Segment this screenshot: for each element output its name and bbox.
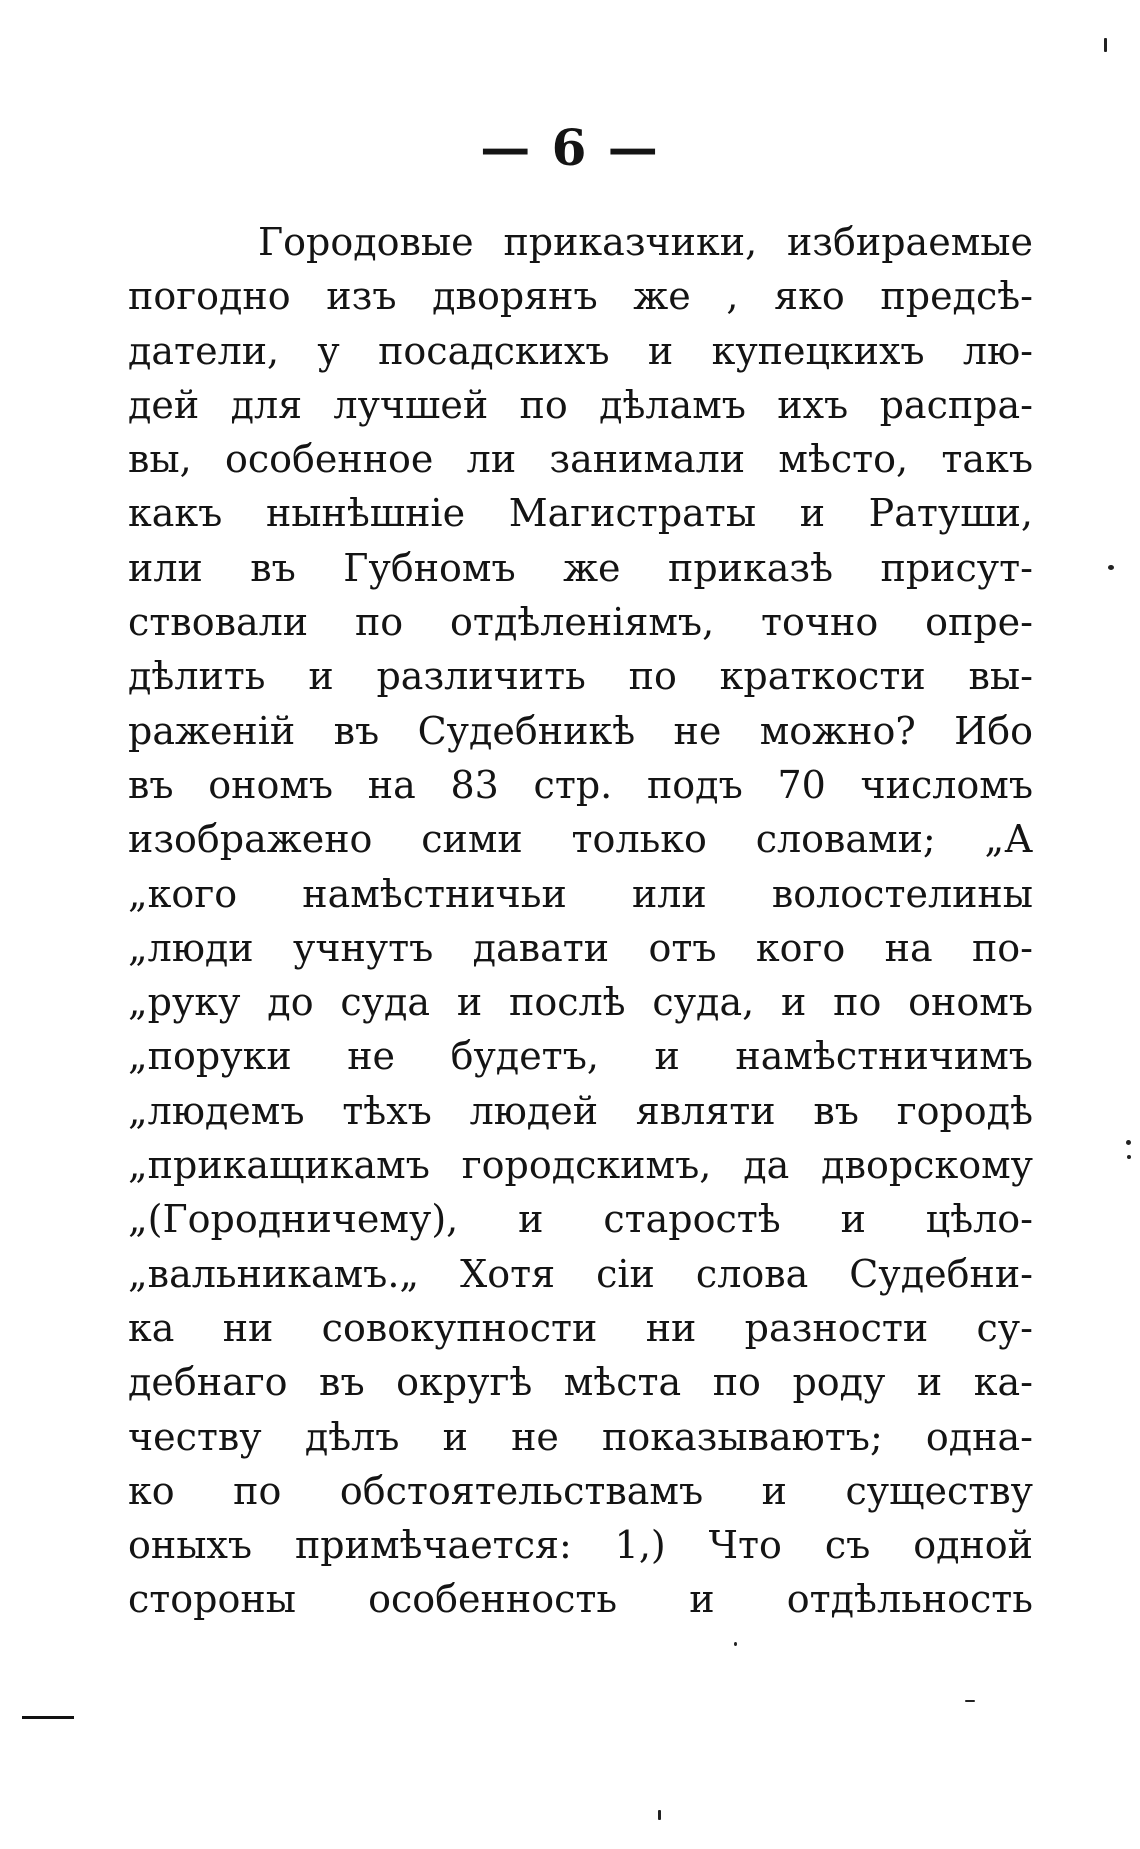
scan-speck (734, 1642, 737, 1646)
text-line: „(Городничему), и старостѣ и цѣло- (128, 1197, 1033, 1242)
scan-speck (1127, 1155, 1131, 1159)
text-line: въ ономъ на 83 стр. подъ 70 числомъ (128, 762, 1033, 807)
text-line: погодно изъ дворянъ же , яко предсѣ- (128, 274, 1033, 319)
text-line: „кого намѣстничьи или волостелины (128, 871, 1033, 916)
text-line: дей для лучшей по дѣламъ ихъ распра- (128, 382, 1033, 427)
body-text (128, 215, 1033, 1627)
text-line: какъ нынѣшніе Магистраты и Ратуши, (128, 491, 1033, 536)
text-line: честву дѣлъ и не показываютъ; одна- (128, 1414, 1033, 1459)
text-line: „люди учнутъ давати отъ кого на по- (128, 925, 1033, 970)
scan-speck (658, 1810, 661, 1820)
scan-speck (1126, 1140, 1131, 1145)
scan-mark (22, 1716, 74, 1719)
text-line: ко по обстоятельствамъ и существу (128, 1468, 1033, 1513)
text-line: оныхъ примѣчается: 1,) Что съ одной (128, 1523, 1033, 1568)
text-line: раженій въ Судебникѣ не можно? Ибо (128, 708, 1033, 753)
text-line: „вальникамъ.„ Хотя сіи слова Судебни- (128, 1251, 1033, 1296)
text-line: дебнаго въ округѣ мѣста по роду и ка- (128, 1360, 1033, 1405)
page-number-header: — 6 — (480, 118, 660, 177)
text-line: дѣлить и различить по краткости вы- (128, 654, 1033, 699)
text-line: ка ни совокупности ни разности су- (128, 1305, 1033, 1350)
text-line: Городовые приказчики, избираемые (258, 220, 1033, 264)
text-line: „людемъ тѣхъ людей являти въ городѣ (128, 1088, 1033, 1133)
text-line: ствовали по отдѣленіямъ, точно опре- (128, 600, 1033, 645)
text-line: или въ Губномъ же приказѣ присут- (128, 545, 1033, 590)
text-line: „поруки не будетъ, и намѣстничимъ (128, 1034, 1033, 1079)
text-line: вы, особенное ли занимали мѣсто, такъ (128, 437, 1033, 482)
text-line: „прикащикамъ городскимъ, да дворскому (128, 1143, 1033, 1188)
scan-speck (1104, 38, 1107, 52)
text-line: изображено сими только словами; „А (128, 817, 1033, 862)
scan-speck (1108, 565, 1114, 570)
text-line: датели, у посадскихъ и купецкихъ лю- (128, 328, 1033, 373)
text-line: стороны особенность и отдѣльность (128, 1577, 1033, 1622)
text-line: „руку до суда и послѣ суда, и по ономъ (128, 980, 1033, 1025)
scan-speck (965, 1700, 975, 1702)
